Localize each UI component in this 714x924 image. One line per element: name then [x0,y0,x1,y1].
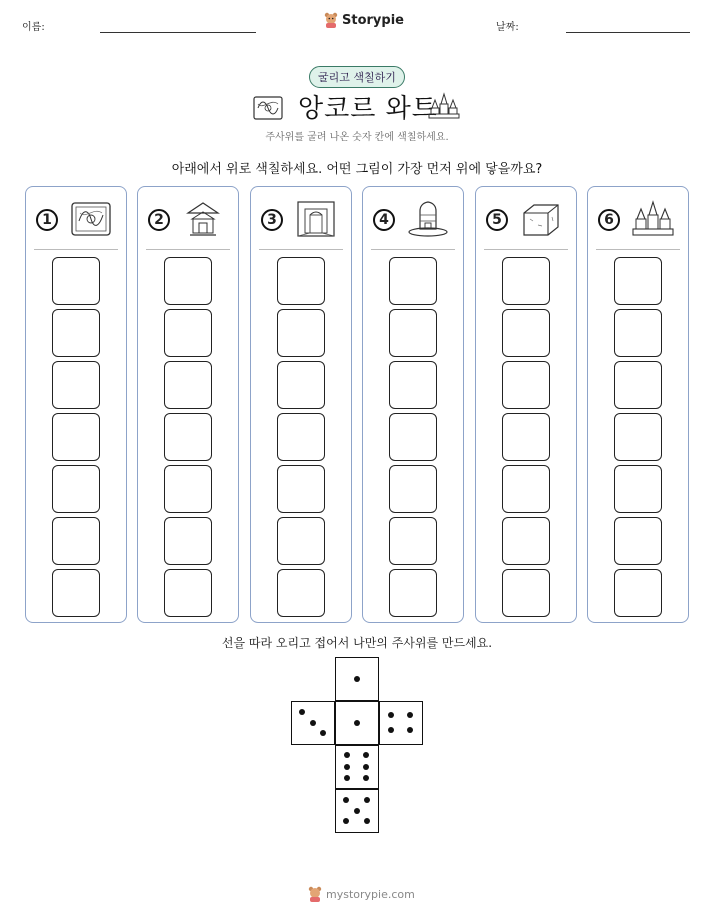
coloring-cell[interactable] [164,413,212,461]
coloring-cell[interactable] [502,309,550,357]
coloring-cell[interactable] [164,361,212,409]
coloring-cell[interactable] [277,361,325,409]
column-divider [146,249,230,250]
race-column-6 [587,186,689,623]
name-label: 이름: [22,22,45,33]
coloring-cell[interactable] [389,465,437,513]
dice-pip [388,727,394,733]
race-column-3 [250,186,352,623]
coloring-cell[interactable] [389,413,437,461]
dice-pip [388,712,394,718]
column-divider [259,249,343,250]
coloring-cell[interactable] [389,361,437,409]
dice-face-1 [335,657,379,701]
coloring-cell[interactable] [52,361,100,409]
dice-pip [407,727,413,733]
dice-pip [343,818,349,824]
dice-face-6 [335,745,379,789]
footer [308,886,415,902]
dice-face-3 [291,701,335,745]
coloring-cell[interactable] [389,569,437,617]
coloring-cell[interactable] [52,309,100,357]
subtitle: 주사위를 굴려 나온 숫자 칸에 색칠하세요. [265,132,449,143]
dice-pip [344,775,350,781]
coloring-cell[interactable] [502,569,550,617]
coloring-cell[interactable] [164,569,212,617]
coloring-cell[interactable] [52,569,100,617]
angkor-wat-icon [428,92,460,120]
coloring-cell[interactable] [389,257,437,305]
race-column-2 [137,186,239,623]
race-column-4 [362,186,464,623]
dice-pip [310,720,316,726]
coloring-cell[interactable] [614,309,662,357]
dice-pip [354,676,360,682]
bear-mascot-icon [308,886,322,902]
temple-island-icon [407,199,449,239]
brand-name: Storypie [342,12,404,28]
coloring-cell[interactable] [164,257,212,305]
coloring-cell[interactable] [502,517,550,565]
coloring-cell[interactable] [277,257,325,305]
coloring-cell[interactable] [52,257,100,305]
column-divider [596,249,680,250]
coloring-cell[interactable] [502,413,550,461]
name-line [100,32,256,33]
pavilion-gate-icon [182,199,224,239]
dice-pip [407,712,413,718]
stone-corridor-icon [295,199,337,239]
coloring-cell[interactable] [614,413,662,461]
coloring-cell[interactable] [277,465,325,513]
column-divider [371,249,455,250]
column-number: 1 [36,209,58,231]
dice-pip [354,808,360,814]
dice-pip [344,764,350,770]
bear-mascot-icon [324,12,338,28]
coloring-cell[interactable] [52,517,100,565]
dice-pip [354,720,360,726]
coloring-cell[interactable] [164,309,212,357]
coloring-cell[interactable] [502,465,550,513]
column-divider [34,249,118,250]
coloring-cell[interactable] [389,309,437,357]
column-number: 6 [598,209,620,231]
column-number: 3 [261,209,283,231]
page-title: 앙코르 와트 [298,94,438,124]
instruction-text: 아래에서 위로 색칠하세요. 어떤 그림이 가장 먼저 위에 닿을까요? [171,162,543,177]
coloring-cell[interactable] [614,569,662,617]
dice-pip [364,818,370,824]
race-column-5 [475,186,577,623]
dice-face-4 [379,701,423,745]
coloring-cell[interactable] [502,257,550,305]
column-number: 4 [373,209,395,231]
coloring-cell[interactable] [52,465,100,513]
carved-relief-icon [253,96,283,120]
fold-instruction: 선을 따라 오리고 접어서 나만의 주사위를 만드세요. [221,636,493,650]
footer-url: mystorypie.com [326,887,415,901]
dice-pip [364,797,370,803]
coloring-cell[interactable] [164,517,212,565]
column-divider [484,249,568,250]
dice-pip [343,797,349,803]
dice-pip [344,752,350,758]
date-line [566,32,690,33]
coloring-cell[interactable] [52,413,100,461]
coloring-cell[interactable] [277,569,325,617]
dice-pip [299,709,305,715]
coloring-cell[interactable] [164,465,212,513]
dice-face-1 [335,701,379,745]
dice-pip [320,730,326,736]
coloring-cell[interactable] [277,309,325,357]
coloring-cell[interactable] [614,257,662,305]
dice-pip [363,752,369,758]
coloring-cell[interactable] [614,465,662,513]
coloring-cell[interactable] [277,517,325,565]
coloring-cell[interactable] [614,361,662,409]
coloring-cell[interactable] [502,361,550,409]
dice-pip [363,764,369,770]
stone-block-icon [520,199,562,239]
date-label: 날짜: [496,22,519,33]
activity-badge: 굴리고 색칠하기 [309,66,405,88]
storypie-logo [324,12,404,28]
carved-relief-icon [70,199,112,239]
column-number: 2 [148,209,170,231]
dice-face-5 [335,789,379,833]
coloring-cell[interactable] [389,517,437,565]
coloring-cell[interactable] [277,413,325,461]
dice-pip [363,775,369,781]
coloring-cell[interactable] [614,517,662,565]
race-column-1 [25,186,127,623]
column-number: 5 [486,209,508,231]
angkor-wat-icon [632,199,674,239]
